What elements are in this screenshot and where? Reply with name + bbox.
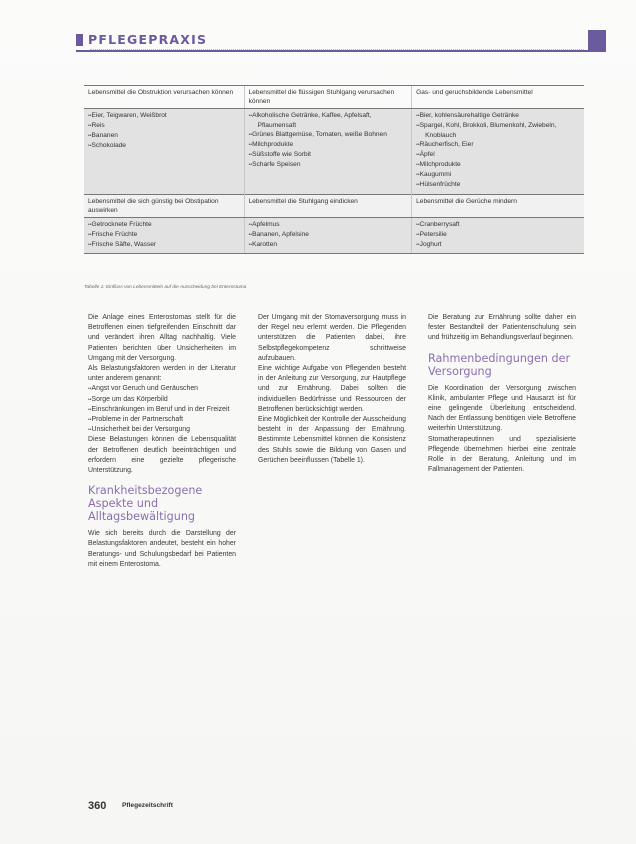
bullet-list (88, 384, 236, 435)
section-heading: Rahmenbedingungen der Versorgung (428, 351, 571, 378)
paragraph: Eine Möglichkeit der Kontrolle der Ausscheidung besteht in der Anpassung der Ernährung. Bestimmte Lebensmittel können die Konsistenz des Stuhls sowie die Bildung von Gasen und Gerüchen beeinflussen (Tabelle 1). (258, 416, 406, 464)
list-item: •• Äpfel (416, 150, 580, 160)
page-number: 360 (88, 800, 107, 812)
table-header-cell: Lebensmittel die flüssigen Stuhlgang verursachen können (244, 86, 412, 109)
list-item: •• Angst vor Geruch und Geräuschen (88, 384, 236, 394)
section-heading: Krankheitsbezogene Aspekte und Alltagsbewältigung (88, 484, 203, 524)
list-item: •• Eier, Teigwaren, Weißbrot (88, 111, 240, 121)
table-cell (412, 109, 584, 195)
header-tab (588, 30, 606, 50)
journal-name: Pflegezeitschrift (122, 802, 173, 809)
paragraph: Wie sich bereits durch die Darstellung der Belastungsfaktoren andeutet, besteht ein hoher Beratungs- und Schulungsbedarf bei Patienten mit einem Enterostoma. (88, 530, 236, 568)
paragraph: Der Umgang mit der Stomaversorgung muss in der Regel neu erlernt werden. Die Pflegenden unterstützen die Patienten dabei, ihre Selbstpflegekompetenz schrittweise aufzubauen. (258, 314, 406, 362)
list-item: •• Schokolade (88, 141, 240, 151)
food-list (88, 220, 240, 250)
list-item: •• Bananen (88, 131, 240, 141)
table-header-cell: Lebensmittel die Obstruktion verursachen können (84, 86, 244, 109)
table-cell (244, 218, 412, 254)
paragraph: Die Beratung zur Ernährung sollte daher ein fester Bestandteil der Patientenschulung sein und frühzeitig im Behandlungsverlauf beginnen. (428, 314, 576, 342)
list-item: •• Hülsenfrüchte (416, 180, 580, 190)
table-row (84, 218, 584, 254)
list-item: •• Scharfe Speisen (249, 160, 408, 170)
list-item: •• Cranberrysaft (416, 220, 580, 230)
list-item: •• Joghurt (416, 240, 580, 250)
table-cell (412, 218, 584, 254)
text-column-3 (428, 313, 576, 475)
list-item: •• Frische Früchte (88, 230, 240, 240)
list-item: •• Karotten (249, 240, 408, 250)
food-table (84, 85, 584, 254)
table-cell (84, 109, 244, 195)
food-list (416, 220, 580, 250)
table-header-row (84, 86, 584, 109)
list-item: •• Süßstoffe wie Sorbit (249, 150, 408, 160)
food-list (249, 220, 408, 250)
table-row (84, 109, 584, 195)
list-item: •• Frische Säfte, Wasser (88, 240, 240, 250)
text-column-1 (88, 313, 236, 570)
page-footer (88, 800, 488, 814)
list-item: •• Milchprodukte (249, 140, 408, 150)
paragraph: Die Anlage eines Enterostomas stellt für die Betroffenen einen tiefgreifenden Einschnitt dar und verändert ihren Alltag nachhaltig. Viele Patienten berichten über Unsicherheiten im Umgang mit der Versorgung. (88, 314, 236, 362)
list-item: •• Bananen, Apfelsine (249, 230, 408, 240)
list-item: •• Spargel, Kohl, Brokkoli, Blumenkohl, Zwiebeln, Knoblauch (416, 121, 580, 140)
food-list (249, 111, 408, 170)
table-subheader-row (84, 195, 584, 218)
list-item: •• Petersilie (416, 230, 580, 240)
list-item: •• Grünes Blattgemüse, Tomaten, weiße Bohnen (249, 130, 408, 140)
table-cell (84, 218, 244, 254)
header-marker (76, 34, 83, 46)
table-cell (244, 109, 412, 195)
list-item: •• Einschränkungen im Beruf und in der Freizeit (88, 405, 236, 415)
paragraph: Diese Belastungen können die Lebensqualität der Betroffenen deutlich beeinträchtigen und erfordern eine gezielte pflegerische Unterstützung. (88, 436, 236, 475)
paragraph: Stomatherapeutinnen und spezialisierte Pflegende übernehmen hierbei eine zentrale Rolle in der Beratung, Anleitung und im Fallmanagement der Patienten. (428, 435, 576, 474)
list-item: •• Bier, kohlensäurehaltige Getränke (416, 111, 580, 121)
list-item: •• Räucherfisch, Eier (416, 140, 580, 150)
list-item: •• Milchprodukte (416, 160, 580, 170)
list-item: •• Alkoholische Getränke, Kaffee, Apfelsaft, Pflaumensaft (249, 111, 408, 130)
list-item: •• Sorge um das Körperbild (88, 395, 236, 405)
page-header (76, 30, 606, 52)
paragraph: Eine wichtige Aufgabe von Pflegenden besteht in der Anleitung zur Versorgung, zur Hautpflege und zur Ernährung. Dabei sollten die individuellen Bedürfnisse und Ressourcen der Betroffenen berücksichtigt werden. (258, 365, 406, 413)
list-item: •• Reis (88, 121, 240, 131)
list-item: •• Kaugummi (416, 170, 580, 180)
paragraph: Die Koordination der Versorgung zwischen Klinik, ambulanter Pflege und Hausarzt ist für eine gelingende Überleitung entscheidend. Nach der Entlassung benötigen viele Betroffene weiterhin Unterstützung. (428, 384, 576, 433)
section-title: PFLEGEPRAXIS (88, 32, 208, 47)
table-caption: Tabelle 1: Einfluss von Lebensmitteln auf die Ausscheidung bei Enterostoma (84, 285, 247, 290)
list-item: •• Probleme in der Partnerschaft (88, 415, 236, 425)
header-bar (76, 50, 606, 52)
list-item: •• Apfelmus (249, 220, 408, 230)
paragraph: Als Belastungsfaktoren werden in der Literatur unter anderem genannt: (88, 365, 236, 383)
table-subheader-cell: Lebensmittel die sich günstig bei Obstipation auswirken (84, 195, 244, 218)
food-list (416, 111, 580, 190)
food-list (88, 111, 240, 151)
list-item: •• Unsicherheit bei der Versorgung (88, 425, 236, 435)
table-subheader-cell: Lebensmittel die Gerüche mindern (412, 195, 584, 218)
text-column-2 (258, 313, 406, 466)
list-item: •• Getrocknete Früchte (88, 220, 240, 230)
table-subheader-cell: Lebensmittel die Stuhlgang eindicken (244, 195, 412, 218)
table-header-cell: Gas- und geruchsbildende Lebensmittel (412, 86, 584, 109)
